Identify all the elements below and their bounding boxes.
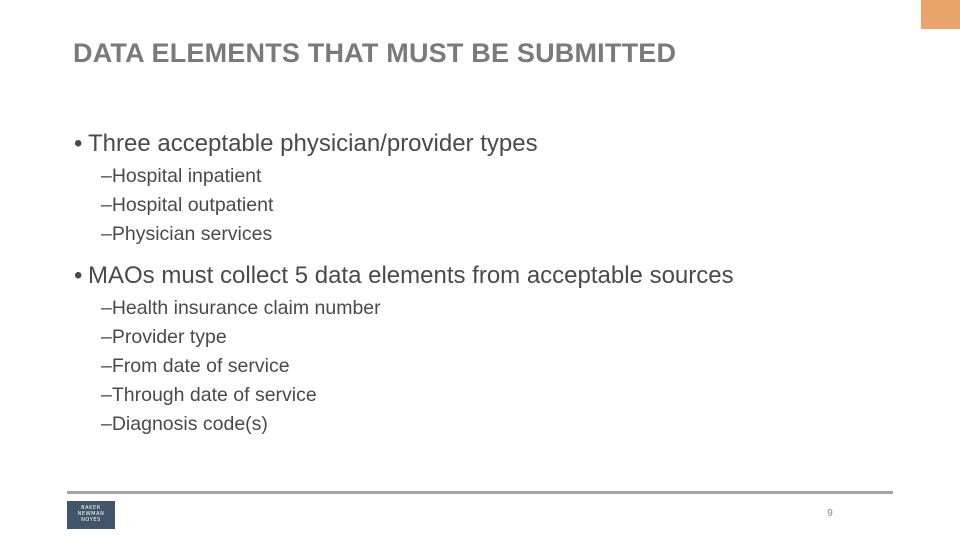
sub-item: –Diagnosis code(s) (101, 413, 268, 435)
slide-title: DATA ELEMENTS THAT MUST BE SUBMITTED (73, 38, 677, 68)
sub-item: –Through date of service (101, 384, 317, 406)
sub-item: –Hospital outpatient (101, 194, 274, 216)
bullet-marker: • (74, 130, 83, 157)
sub-list (101, 294, 894, 439)
corner-accent-square (921, 0, 960, 29)
footer-divider (67, 491, 893, 494)
slide-body (74, 128, 894, 439)
bullet-text: Three acceptable physician/provider types (88, 130, 538, 157)
bullet-text: MAOs must collect 5 data elements from acceptable sources (88, 262, 734, 289)
logo-line: NOYES (81, 517, 101, 523)
sub-item: –Physician services (101, 223, 273, 245)
page-number: 9 (827, 508, 833, 519)
logo-line: BAKER (81, 505, 101, 511)
bullet-group-data-elements (74, 260, 894, 439)
sub-item: –Health insurance claim number (101, 297, 381, 319)
bullet-marker: • (74, 262, 83, 289)
bullet-item (74, 260, 894, 292)
sub-item: –Hospital inpatient (101, 165, 262, 187)
logo-line: NEWMAN (77, 511, 105, 517)
company-logo (67, 501, 115, 529)
bullet-item (74, 128, 894, 160)
sub-item: –From date of service (101, 355, 290, 377)
sub-list (101, 162, 894, 249)
bullet-group-provider-types (74, 128, 894, 249)
sub-item: –Provider type (101, 326, 227, 348)
